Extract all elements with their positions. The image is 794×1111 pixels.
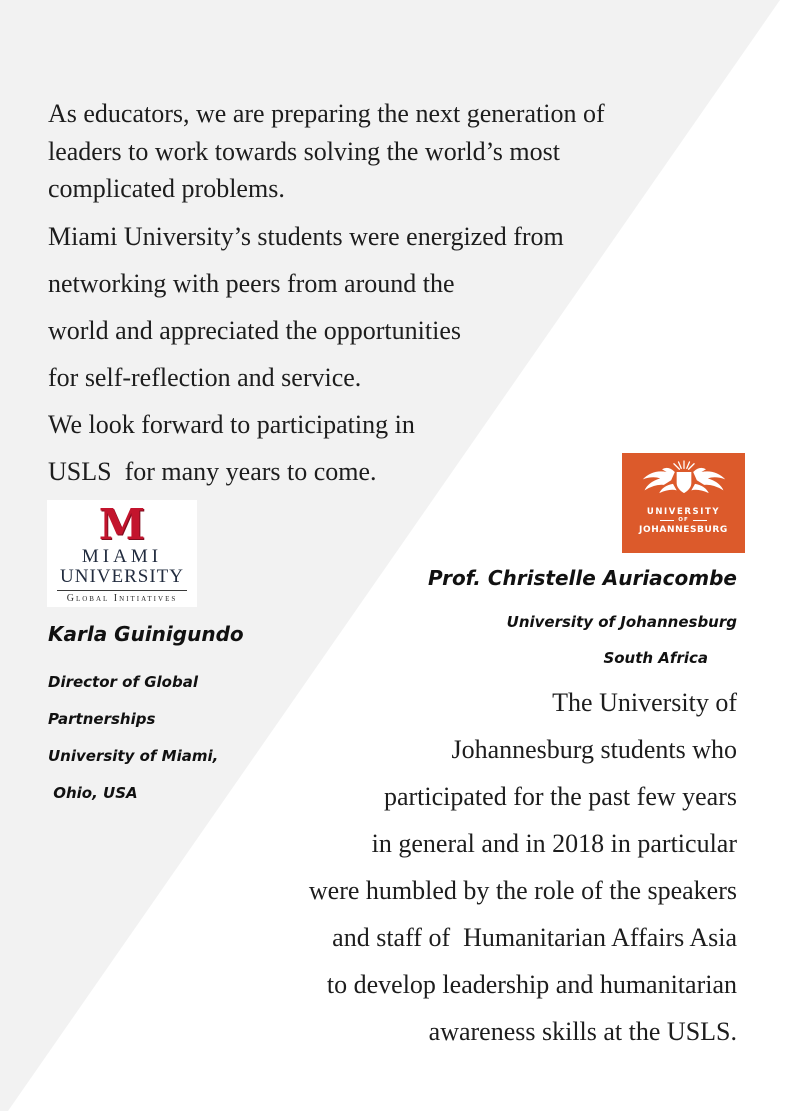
quote-line: The University of [552, 688, 737, 717]
uj-logo-university-label: UNIVERSITY [646, 507, 721, 517]
miami-m-icon: M [98, 500, 146, 549]
quote-line: for self-reflection and service. [48, 363, 362, 392]
quote-line: As educators, we are preparing the next generation of [48, 99, 605, 128]
miami-attribution-name: Karla Guinigundo [48, 622, 244, 646]
uj-logo-dash [660, 520, 674, 521]
quote-line: leaders to work towards solving the world’s most [48, 136, 560, 166]
miami-logo-divider [57, 590, 187, 591]
miami-logo-global-initiatives: Global Initiatives [66, 593, 178, 604]
uj-logo-johannesburg-label: JOHANNESBURG [639, 525, 728, 535]
quote-line: world and appreciated the opportunities [48, 316, 461, 345]
quote-line: to develop leadership and humanitarian [326, 970, 737, 999]
quote-line: USLS for many years to come. [48, 457, 377, 486]
miami-logo-university: UNIVERSITY [60, 566, 184, 587]
quote-line: awareness skills at the USLS. [428, 1017, 737, 1046]
attribution-role-line: Ohio, USA [48, 784, 138, 802]
uj-eagles-shield-icon [629, 460, 739, 506]
uj-quote-paragraph [177, 679, 737, 1055]
quote-line: complicated problems. [48, 174, 285, 203]
miami-logo-wordmark: MIAMI [81, 546, 163, 567]
uj-attribution-country: South Africa [603, 649, 708, 667]
quote-line: were humbled by the role of the speakers [308, 876, 737, 905]
quote-line: and staff of Humanitarian Affairs Asia [332, 923, 737, 952]
quote-line: Johannesburg students who [451, 735, 737, 764]
quote-line: in general and in 2018 in particular [371, 829, 737, 858]
uj-logo-of-label: OF [622, 517, 745, 524]
uj-attribution-name: Prof. Christelle Auriacombe [428, 566, 737, 590]
uj-attribution-organization: University of Johannesburg [506, 613, 737, 631]
miami-university-logo [47, 500, 197, 607]
quote-line: networking with peers from around the [48, 269, 455, 298]
miami-quote-paragraph-1 [48, 95, 748, 208]
attribution-role-line: Partnerships [48, 710, 156, 728]
uj-logo-dash [693, 520, 707, 521]
quote-line: We look forward to participating in [48, 410, 415, 439]
attribution-role-line: Director of Global [48, 673, 198, 691]
quote-line: Miami University’s students were energized from [48, 222, 564, 251]
attribution-role-line: University of Miami, [48, 747, 219, 765]
quote-line: participated for the past few years [383, 782, 737, 811]
university-of-johannesburg-logo [622, 453, 745, 553]
